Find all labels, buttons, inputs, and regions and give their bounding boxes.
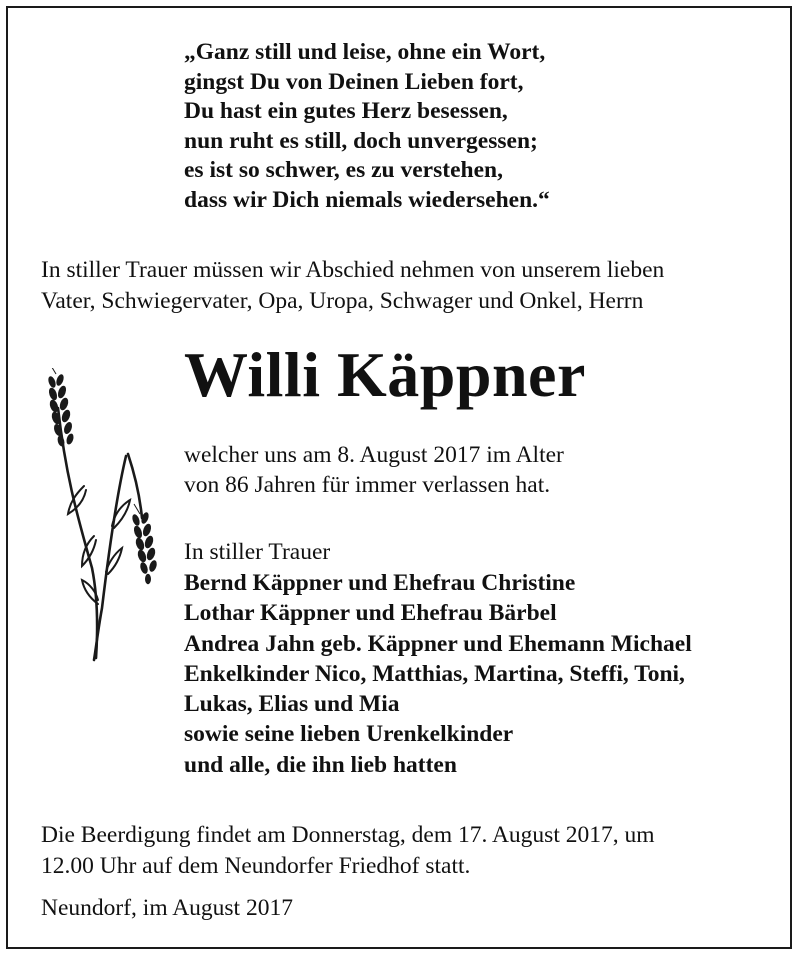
poem-line: „Ganz still und leise, ohne ein Wort, [184,39,546,65]
mourners-list [184,568,692,780]
death-notice-line: von 86 Jahren für immer verlassen hat. [184,472,551,498]
mourners-intro: In stiller Trauer [184,539,331,565]
poem-line: Du hast ein gutes Herz besessen, [184,98,508,124]
funeral-line: Die Beerdigung findet am Donnerstag, dem 17. August 2017, um [41,822,655,848]
mourner-line: Bernd Käppner und Ehefrau Christine [184,570,576,596]
mourner-line: und alle, die ihn lieb hatten [184,751,457,778]
poem-line: nun ruht es still, doch unvergessen; [184,127,538,154]
mourner-line: Lothar Käppner und Ehefrau Bärbel [184,600,557,627]
mourner-line: Enkelkinder Nico, Matthias, Martina, Steffi, Toni, [184,660,685,687]
obituary-frame [6,6,792,949]
deceased-name: Willi Käppner [184,339,586,410]
funeral-info [41,820,655,882]
poem-line: es ist so schwer, es zu verstehen, [184,157,503,183]
mourner-line: Lukas, Elias und Mia [184,691,400,718]
mourner-line: sowie seine lieben Urenkelkinder [184,721,514,748]
poem-line: dass wir Dich niemals wiedersehen.“ [184,186,550,213]
memorial-poem [184,38,550,215]
place-date: Neundorf, im August 2017 [41,895,293,921]
intro-line: Vater, Schwiegervater, Opa, Uropa, Schwager und Onkel, Herrn [41,288,644,314]
poem-line: gingst Du von Deinen Lieben fort, [184,68,524,95]
death-notice-line: welcher uns am 8. August 2017 im Alter [184,442,564,468]
mourner-line: Andrea Jahn geb. Käppner und Ehemann Michael [184,630,692,657]
funeral-line: 12.00 Uhr auf dem Neundorfer Friedhof statt. [41,853,471,879]
intro-line: In stiller Trauer müssen wir Abschied nehmen von unserem lieben [41,257,665,283]
death-notice [184,440,564,500]
wheat-icon [36,368,166,668]
intro-text [41,255,781,317]
